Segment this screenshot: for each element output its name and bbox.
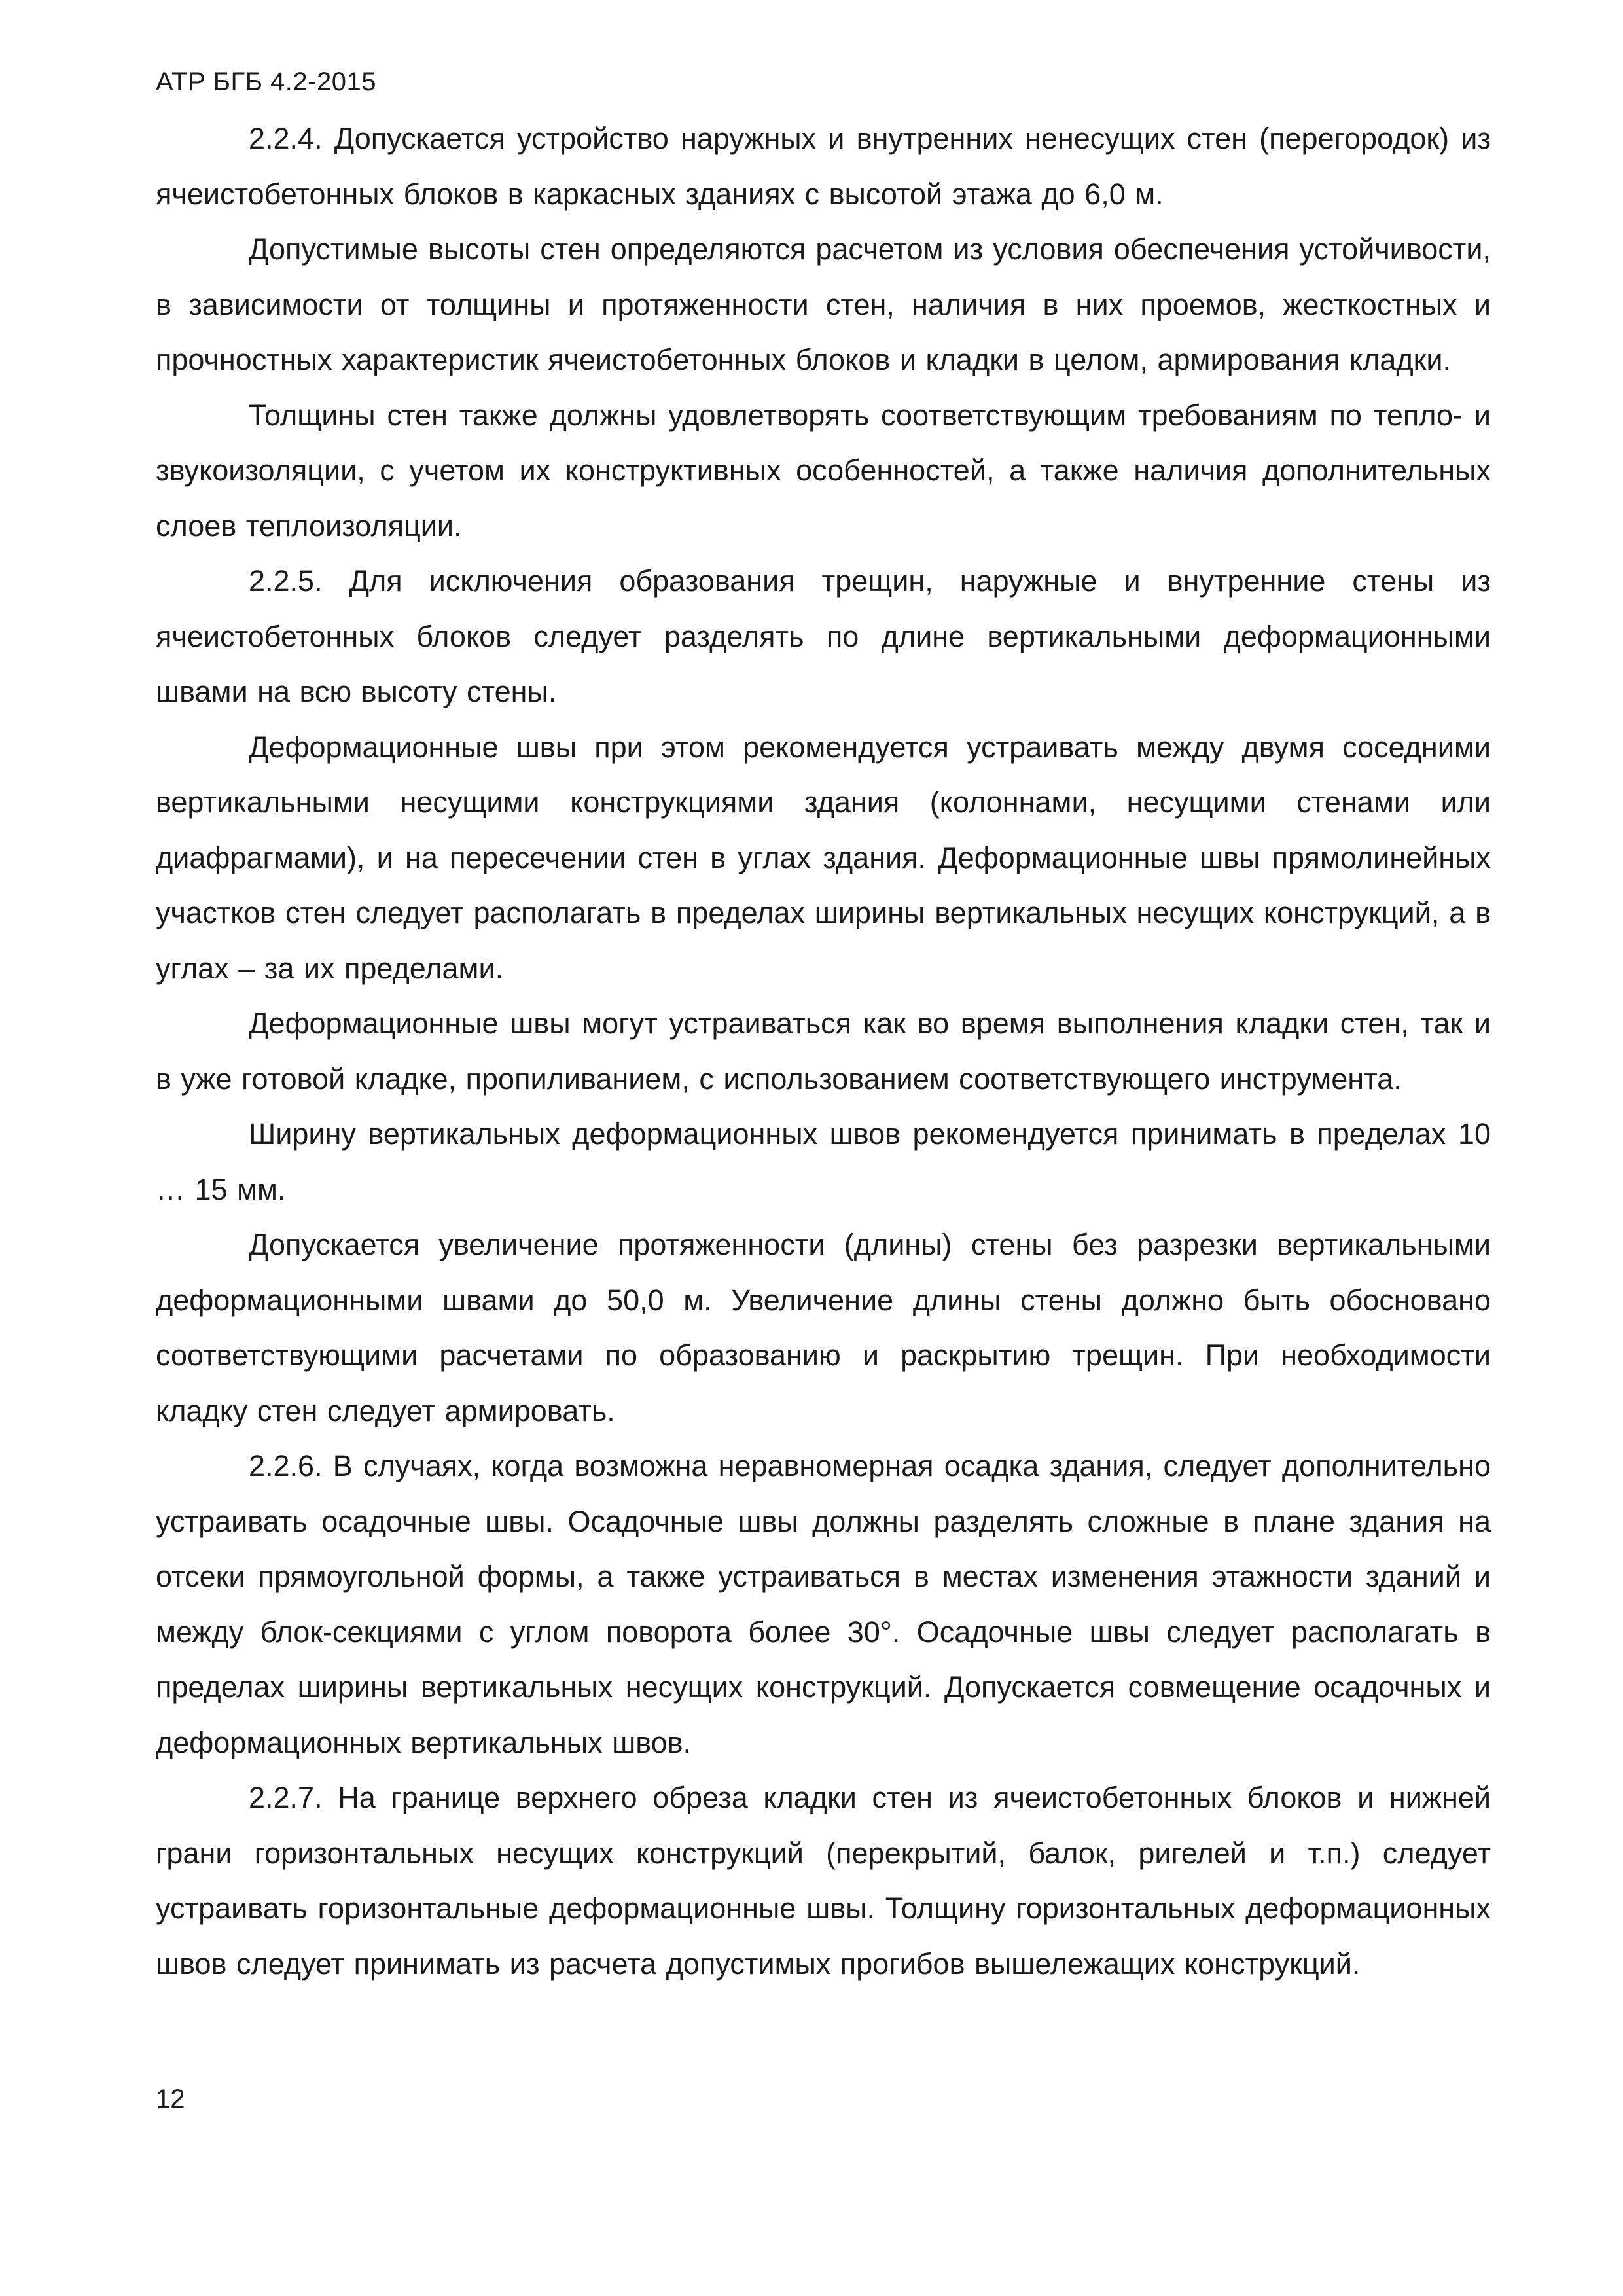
paragraph-wall-heights: Допустимые высоты стен определяются расчетом из условия обеспечения устойчивости, в зависимости от толщины и протяженности стен, наличия в них проемов, жесткостных и прочностных характеристик ячеистобетонных блоков и кладки в целом, армирования кладки.: [156, 232, 1491, 376]
paragraph-wall-thickness: Толщины стен также должны удовлетворять соответствующим требованиям по тепло- и звукоизоляции, с учетом их конструктивных особенностей, а также наличия дополнительных слоев теплоизоляции.: [156, 398, 1491, 543]
document-code-header: АТР БГБ 4.2-2015: [156, 67, 376, 96]
paragraph-2-2-7: 2.2.7. На границе верхнего обреза кладки стен из ячеистобетонных блоков и нижней грани горизонтальных несущих конструкций (перекрытий, балок, ригелей и т.п.) следует устраивать горизонтальные деформационные швы. Толщину горизонтальных деформационных швов следует принимать из расчета допустимых прогибов вышележащих конструкций.: [156, 1781, 1491, 1981]
paragraph-2-2-5: 2.2.5. Для исключения образования трещин, наружные и внутренние стены из ячеистобетонных блоков следует разделять по длине вертикальными деформационными швами на всю высоту стены.: [156, 564, 1491, 708]
paragraph-joint-construction: Деформационные швы могут устраиваться как во время выполнения кладки стен, так и в уже готовой кладке, пропиливанием, с использованием соответствующего инструмента.: [156, 1007, 1491, 1096]
paragraph-2-2-4: 2.2.4. Допускается устройство наружных и внутренних ненесущих стен (перегородок) из ячеистобетонных блоков в каркасных зданиях с высотой этажа до 6,0 м.: [156, 122, 1491, 211]
paragraph-2-2-6: 2.2.6. В случаях, когда возможна неравномерная осадка здания, следует дополнительно устраивать осадочные швы. Осадочные швы должны разделять сложные в плане здания на отсеки прямоугольной формы, а также устраиваться в местах изменения этажности зданий и между блок-секциями с углом поворота более 30°. Осадочные швы следует располагать в пределах ширины вертикальных несущих конструкций. Допускается совмещение осадочных и деформационных вертикальных швов.: [156, 1449, 1491, 1759]
document-body: [156, 111, 1491, 1992]
paragraph-wall-length: Допускается увеличение протяженности (длины) стены без разрезки вертикальными деформационными швами до 50,0 м. Увеличение длины стены должно быть обосновано соответствующими расчетами по образованию и раскрытию трещин. При необходимости кладку стен следует армировать.: [156, 1228, 1491, 1427]
paragraph-joint-width: Ширину вертикальных деформационных швов рекомендуется принимать в пределах 10 … 15 мм.: [156, 1117, 1491, 1206]
page-number: 12: [156, 2085, 185, 2113]
paragraph-joint-placement: Деформационные швы при этом рекомендуется устраивать между двумя соседними вертикальными несущими конструкциями здания (колоннами, несущими стенами или диафрагмами), и на пересечении стен в углах здания. Деформационные швы прямолинейных участков стен следует располагать в пределах ширины вертикальных несущих конструкций, а в углах – за их пределами.: [156, 730, 1491, 985]
